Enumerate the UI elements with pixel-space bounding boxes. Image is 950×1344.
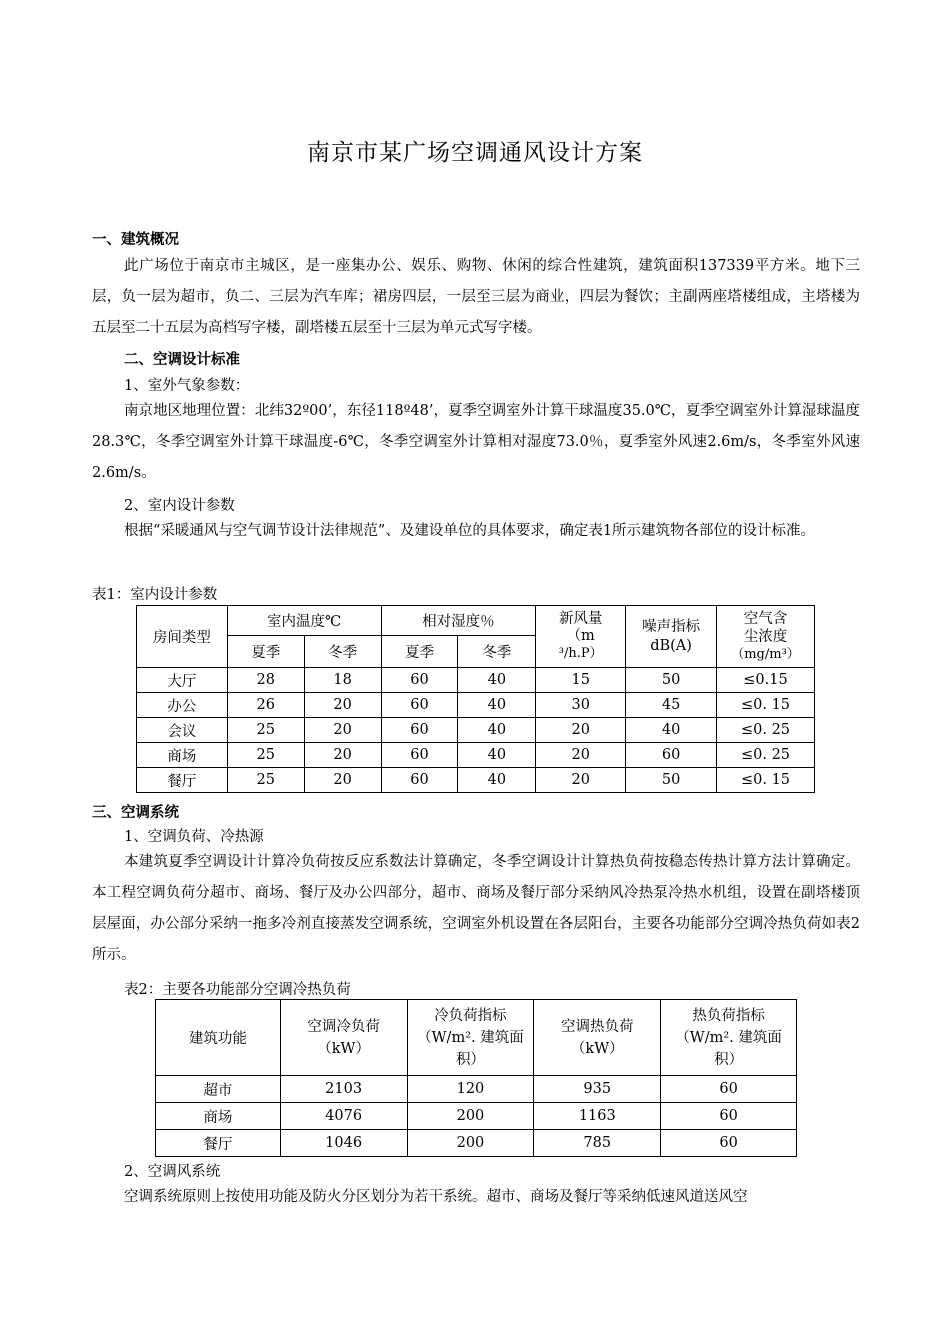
header-heating-index [661, 1000, 797, 1076]
header-cooling-load-line1: 空调冷负荷 [307, 1018, 380, 1035]
table-cell: 60 [381, 668, 458, 693]
header-temp-summer: 夏季 [227, 636, 304, 668]
table-cell: 200 [407, 1130, 534, 1157]
header-cooling-load [280, 1000, 407, 1076]
table-cell: 20 [304, 718, 381, 743]
page-title: 南京市某广场空调通风设计方案 [307, 140, 643, 166]
table-cell: 20 [536, 718, 626, 743]
header-dust-line1: 空气含 [743, 610, 788, 627]
table-cell: 26 [227, 693, 304, 718]
table-cell: 餐厅 [137, 768, 228, 793]
header-cooling-index-line2: （W/m². 建筑面 [417, 1029, 524, 1046]
table-cell: 商场 [137, 743, 228, 768]
subheading-outdoor-params: 1、室外气象参数： [124, 378, 250, 394]
header-fresh-air [536, 606, 626, 668]
table-cell: 40 [458, 693, 536, 718]
header-heating-load-line1: 空调热负荷 [561, 1018, 634, 1035]
header-cooling-index-line1: 冷负荷指标 [434, 1007, 507, 1024]
table-cell: 50 [626, 668, 717, 693]
table-cell: 60 [626, 743, 717, 768]
table-cell: 60 [381, 693, 458, 718]
table-cell: 餐厅 [156, 1130, 281, 1157]
table-cell: 60 [661, 1130, 797, 1157]
table2-caption: 表2：主要各功能部分空调冷热负荷 [124, 982, 351, 998]
section-heading-design-standard: 二、空调设计标准 [124, 352, 240, 368]
table-row [156, 1076, 797, 1103]
header-indoor-temp: 室内温度℃ [227, 606, 381, 636]
table-cell: 20 [304, 768, 381, 793]
table-cell: 商场 [156, 1103, 281, 1130]
table-cell: ≤0. 15 [717, 768, 815, 793]
header-humidity: 相对湿度％ [381, 606, 536, 636]
table-cell: 20 [536, 768, 626, 793]
table-cell: 40 [458, 668, 536, 693]
header-fresh-air-line2: （m [566, 628, 595, 644]
subheading-indoor-params: 2、室内设计参数 [124, 498, 235, 514]
table-cell: 4076 [280, 1103, 407, 1130]
load-source-paragraph: 本建筑夏季空调设计计算冷负荷按反应系数法计算确定，冬季空调设计计算热负荷按稳态传热计算方法计算确定。本工程空调负荷分超市、商场、餐厅及办公四部分，超市、商场及餐厅部分采纳风冷热泵冷热水机组，设置在副塔楼顶层屋面，办公部分采纳一拖多冷剂直接蒸发空调系统，空调室外机设置在各层阳台，主要各功能部分空调冷热负荷如表2所示。 [92, 854, 860, 963]
table-cell: 40 [458, 768, 536, 793]
table-cell: 超市 [156, 1076, 281, 1103]
header-humidity-summer: 夏季 [381, 636, 458, 668]
header-cooling-index-line3: 积） [455, 1051, 485, 1068]
table-row [137, 768, 815, 793]
table-cell: 40 [626, 718, 717, 743]
header-dust-line3: （mg/m³） [731, 646, 800, 662]
header-cooling-index [407, 1000, 534, 1076]
header-dust-line2: 尘浓度 [743, 628, 788, 645]
table-cell: 20 [536, 743, 626, 768]
table-cell: ≤0. 15 [717, 693, 815, 718]
table-row [156, 1103, 797, 1130]
header-cooling-load-line2: （kW） [317, 1040, 370, 1057]
header-fresh-air-line1: 新风量 [558, 611, 603, 627]
subheading-load-source: 1、空调负荷、冷热源 [124, 829, 264, 845]
table-row [137, 743, 815, 768]
table1-caption: 表1：室内设计参数 [92, 587, 218, 603]
table-cell: 大厅 [137, 668, 228, 693]
table-cell: 20 [304, 693, 381, 718]
header-heating-load [534, 1000, 661, 1076]
table-cell: 200 [407, 1103, 534, 1130]
table-row [156, 1130, 797, 1157]
header-noise [626, 606, 717, 668]
table-cell: 50 [626, 768, 717, 793]
table-cell: 40 [458, 718, 536, 743]
table-cell: 28 [227, 668, 304, 693]
table-row [137, 718, 815, 743]
table-cell: 60 [381, 718, 458, 743]
header-fresh-air-line3: ³/h.P） [558, 646, 603, 661]
subheading-air-system: 2、空调风系统 [124, 1164, 221, 1180]
header-heating-load-line2: （kW） [570, 1040, 624, 1057]
table-cell: 1163 [534, 1103, 661, 1130]
header-heating-index-line2: （W/m². 建筑面 [675, 1029, 782, 1046]
section-heading-overview: 一、建筑概况 [92, 232, 179, 248]
table-cell: 2103 [280, 1076, 407, 1103]
table-cell: ≤0.15 [717, 668, 815, 693]
indoor-params-paragraph: 根据“采暖通风与空气调节设计法律规范”、及建设单位的具体要求，确定表1所示建筑物各部位的设计标准。 [124, 523, 816, 539]
table-cell: 25 [227, 718, 304, 743]
table-cell: 18 [304, 668, 381, 693]
table-cell: 15 [536, 668, 626, 693]
section-heading-ac-system: 三、空调系统 [92, 805, 179, 821]
table-cell: 60 [661, 1076, 797, 1103]
table-cell: 40 [458, 743, 536, 768]
header-noise-line1: 噪声指标 [642, 618, 701, 635]
table-cell: 60 [381, 743, 458, 768]
header-function: 建筑功能 [156, 1000, 281, 1076]
header-heating-index-line1: 热负荷指标 [692, 1007, 765, 1024]
load-table [155, 999, 797, 1157]
table-cell: 935 [534, 1076, 661, 1103]
table-cell: 25 [227, 768, 304, 793]
outdoor-params-paragraph: 南京地区地理位置：北纬32º00’，东径118º48’，夏季空调室外计算干球温度35.0℃，夏季空调室外计算湿球温度28.3℃，冬季空调室外计算干球温度-6℃，冬季空调室外计算相对湿度73.0％，夏季室外风速2.6m/s，冬季室外风速2.6m/s。 [92, 403, 860, 481]
table-cell: 办公 [137, 693, 228, 718]
header-temp-winter: 冬季 [304, 636, 381, 668]
table-cell: 1046 [280, 1130, 407, 1157]
table-cell: 25 [227, 743, 304, 768]
table-cell: 会议 [137, 718, 228, 743]
header-dust [717, 606, 815, 668]
header-humidity-winter: 冬季 [458, 636, 536, 668]
table-cell: 60 [381, 768, 458, 793]
table-cell: 45 [626, 693, 717, 718]
air-system-paragraph: 空调系统原则上按使用功能及防火分区划分为若干系统。超市、商场及餐厅等采纳低速风道送风空 [124, 1189, 748, 1205]
table-cell: 20 [304, 743, 381, 768]
header-noise-line2: dB(A) [650, 637, 692, 654]
table-cell: ≤0. 25 [717, 743, 815, 768]
table-cell: ≤0. 25 [717, 718, 815, 743]
table-row [137, 693, 815, 718]
table-cell: 120 [407, 1076, 534, 1103]
header-room-type: 房间类型 [137, 606, 228, 668]
table-cell: 785 [534, 1130, 661, 1157]
header-heating-index-line3: 积） [714, 1051, 744, 1068]
table-cell: 60 [661, 1103, 797, 1130]
table-row [137, 668, 815, 693]
indoor-params-table [136, 605, 815, 793]
overview-paragraph: 此广场位于南京市主城区，是一座集办公、娱乐、购物、休闲的综合性建筑，建筑面积137339平方米。地下三层，负一层为超市，负二、三层为汽车库；裙房四层，一层至三层为商业，四层为餐饮；主副两座塔楼组成，主塔楼为五层至二十五层为高档写字楼，副塔楼五层至十三层为单元式写字楼。 [92, 258, 860, 336]
table-cell: 30 [536, 693, 626, 718]
